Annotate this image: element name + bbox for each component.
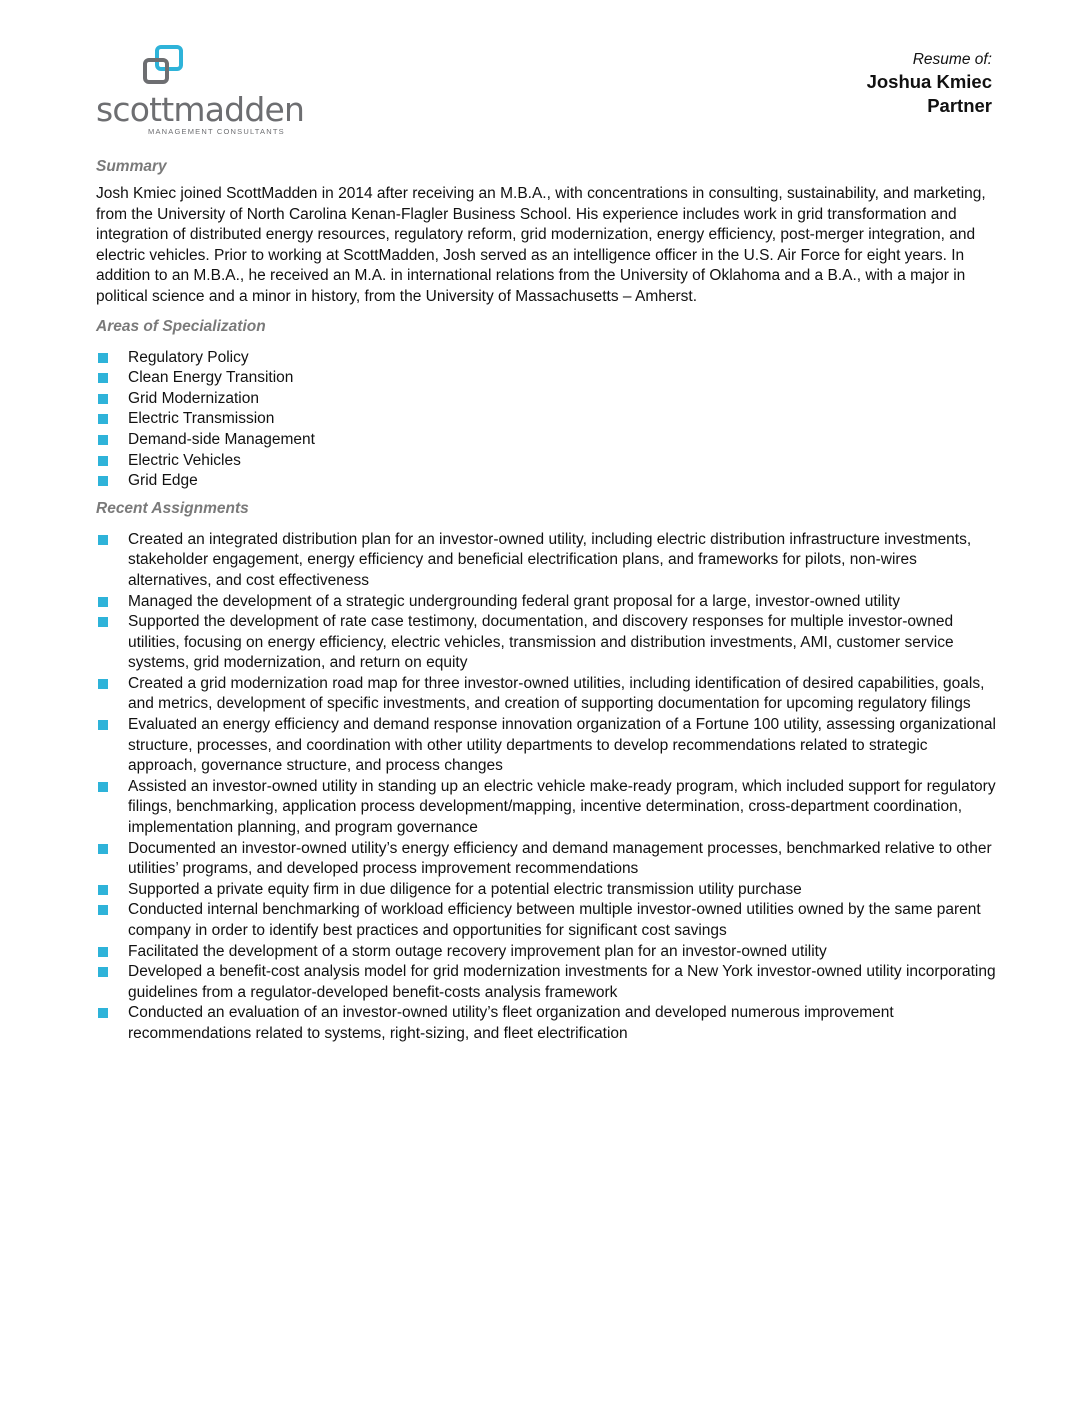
assignment-item <box>96 942 996 963</box>
square-bullet-icon <box>98 597 108 607</box>
logo-tagline: MANAGEMENT CONSULTANTS <box>148 127 285 136</box>
assignment-item-text: Supported the development of rate case testimony, documentation, and discovery responses for multiple investor-owned utilities, focusing on energy efficiency, electric vehicles, transmission and distribution investments, AMI, customer service systems, grid modernization, and return on equity <box>128 613 954 672</box>
specialization-heading: Areas of Specialization <box>96 317 266 335</box>
summary-heading: Summary <box>96 158 167 175</box>
square-bullet-icon <box>98 782 108 792</box>
assignment-item-text: Facilitated the development of a storm outage recovery improvement plan for an investor-owned utility <box>128 942 827 960</box>
specialization-item-text: Grid Edge <box>128 472 198 490</box>
assignments-list <box>96 530 996 1045</box>
company-logo <box>96 44 306 136</box>
assignment-item <box>96 674 996 715</box>
logo-mark-icon <box>142 44 186 86</box>
assignment-item-text: Documented an investor-owned utility’s energy efficiency and demand management processes, benchmarked relative to other utilities’ programs, and developed process improvement recommendations <box>128 839 992 878</box>
assignment-item <box>96 962 996 1003</box>
square-bullet-icon <box>98 844 108 854</box>
logo-wordmark: scottmadden <box>96 90 305 129</box>
person-title: Partner <box>927 95 992 116</box>
assignment-item-text: Conducted internal benchmarking of workload efficiency between multiple investor-owned utilities owned by the same parent company in order to identify best practices and opportunities for significant cost savings <box>128 901 981 939</box>
specialization-item <box>96 348 996 369</box>
assignment-item <box>96 612 996 674</box>
assignment-item <box>96 900 996 941</box>
specialization-item-text: Electric Vehicles <box>128 451 241 469</box>
square-bullet-icon <box>98 535 108 545</box>
summary-text: Josh Kmiec joined ScottMadden in 2014 after receiving an M.B.A., with concentrations in consulting, sustainability, and marketing, from the University of North Carolina Kenan-Flagler Business School. His experience includes work in grid transformation and integration of distributed energy resources, regulatory reform, grid modernization, energy efficiency, post-merger integration, and electric vehicles. Prior to working at ScottMadden, Josh served as an intelligence officer in the U.S. Air Force for eight years. In addition to an M.B.A., he received an M.A. in international relations from the University of Oklahoma and a B.A., with a major in political science and a minor in history, from the University of Massachusetts – Amherst. <box>96 185 986 305</box>
square-bullet-icon <box>98 456 108 466</box>
square-bullet-icon <box>98 435 108 445</box>
assignment-item <box>96 880 996 901</box>
assignment-item-text: Created a grid modernization road map for three investor-owned utilities, including identification of desired capabilities, goals, and metrics, development of specific investments, and creation of supporting documentation for upcoming regulatory filings <box>128 674 985 713</box>
person-name: Joshua Kmiec <box>866 71 992 92</box>
assignment-item <box>96 592 996 613</box>
square-bullet-icon <box>98 905 108 915</box>
assignment-item <box>96 530 996 592</box>
square-bullet-icon <box>98 373 108 383</box>
specialization-item <box>96 430 996 451</box>
assignment-item-text: Assisted an investor-owned utility in standing up an electric vehicle make-ready program, which included support for regulatory filings, benchmarking, application process development/mapping, incentive determination, cross-department coordination, implementation planning, and program governance <box>128 777 996 837</box>
specialization-item-text: Clean Energy Transition <box>128 369 294 387</box>
square-bullet-icon <box>98 679 108 689</box>
square-bullet-icon <box>98 947 108 957</box>
assignment-item <box>96 777 996 839</box>
assignment-item-text: Developed a benefit-cost analysis model for grid modernization investments for a New York investor-owned utility incorporating guidelines from a regulator-developed benefit-costs analysis framework <box>128 963 996 1001</box>
specialization-item <box>96 471 996 492</box>
specialization-item <box>96 451 996 472</box>
assignment-item-text: Supported a private equity firm in due diligence for a potential electric transmission utility purchase <box>128 880 802 898</box>
square-bullet-icon <box>98 394 108 404</box>
assignments-heading: Recent Assignments <box>96 499 249 517</box>
resume-body <box>96 156 996 1051</box>
assignment-item <box>96 715 996 777</box>
specialization-item <box>96 389 996 410</box>
specialization-item-text: Regulatory Policy <box>128 348 249 366</box>
square-bullet-icon <box>98 353 108 363</box>
square-bullet-icon <box>98 720 108 730</box>
square-bullet-icon <box>98 476 108 486</box>
specialization-item <box>96 409 996 430</box>
assignment-item-text: Managed the development of a strategic undergrounding federal grant proposal for a large, investor-owned utility <box>128 592 901 610</box>
assignment-item <box>96 839 996 880</box>
square-bullet-icon <box>98 617 108 627</box>
assignment-item <box>96 1003 996 1044</box>
square-bullet-icon <box>98 414 108 424</box>
specialization-item-text: Demand-side Management <box>128 430 315 448</box>
resume-of-label: Resume of: <box>912 51 992 68</box>
specialization-item-text: Electric Transmission <box>128 410 275 428</box>
specialization-list <box>96 348 996 492</box>
resume-header <box>867 50 992 118</box>
assignment-item-text: Conducted an evaluation of an investor-owned utility’s fleet organization and developed numerous improvement recommendations related to systems, right-sizing, and fleet electrification <box>128 1004 894 1042</box>
square-bullet-icon <box>98 1008 108 1018</box>
specialization-item <box>96 368 996 389</box>
square-bullet-icon <box>98 967 108 977</box>
assignment-item-text: Evaluated an energy efficiency and demand response innovation organization of a Fortune 100 utility, assessing organizational structure, processes, and coordination with other utility departments to develop recommendations related to strategic approach, governance structure, and process changes <box>128 716 996 775</box>
assignment-item-text: Created an integrated distribution plan for an investor-owned utility, including electric distribution infrastructure investments, stakeholder engagement, energy efficiency and beneficial electrification plans, and frameworks for pilots, non-wires alternatives, and cost effectiveness <box>128 530 972 589</box>
square-bullet-icon <box>98 885 108 895</box>
specialization-item-text: Grid Modernization <box>128 389 259 407</box>
